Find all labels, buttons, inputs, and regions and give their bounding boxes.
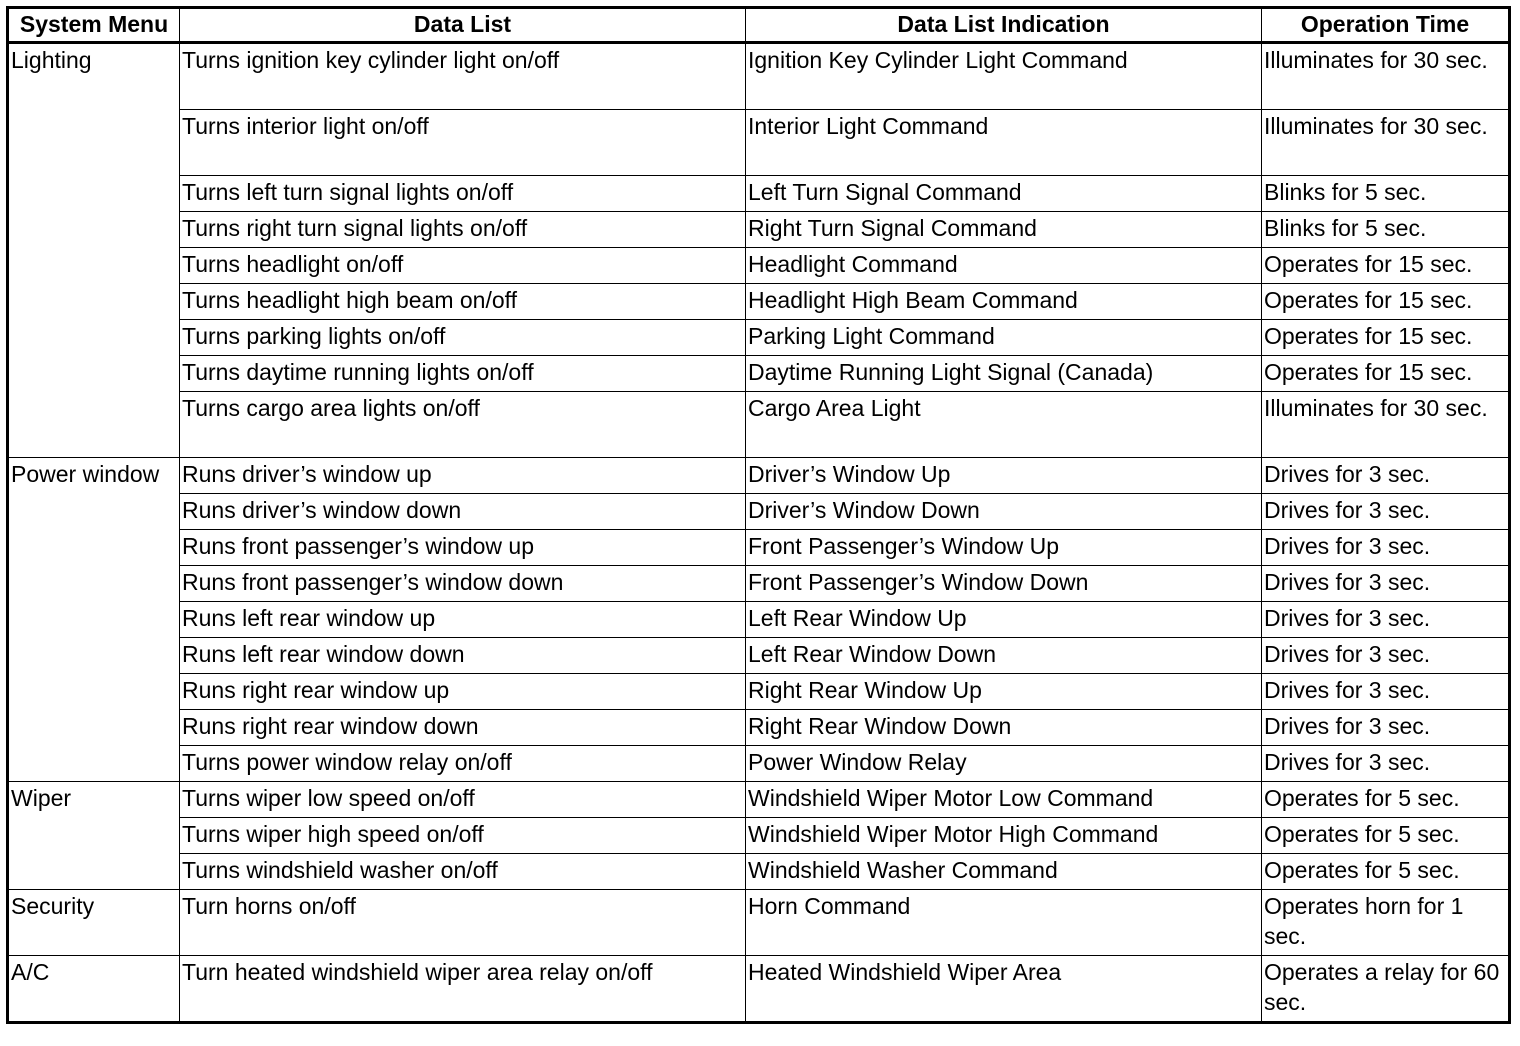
indication-cell: Heated Windshield Wiper Area bbox=[746, 956, 1262, 1023]
indication-cell: Cargo Area Light bbox=[746, 392, 1262, 458]
table-row bbox=[8, 956, 1510, 1023]
data-list-cell: Turns left turn signal lights on/off bbox=[180, 176, 746, 212]
indication-cell: Horn Command bbox=[746, 890, 1262, 956]
operation-time-cell: Drives for 3 sec. bbox=[1262, 602, 1510, 638]
data-list-cell: Turns parking lights on/off bbox=[180, 320, 746, 356]
table-row bbox=[8, 43, 1510, 110]
indication-cell: Right Turn Signal Command bbox=[746, 212, 1262, 248]
data-list-cell: Runs front passenger’s window up bbox=[180, 530, 746, 566]
operation-time-cell: Drives for 3 sec. bbox=[1262, 566, 1510, 602]
indication-cell: Windshield Washer Command bbox=[746, 854, 1262, 890]
system-menu-cell: Wiper bbox=[8, 782, 180, 890]
operation-time-cell: Operates horn for 1 sec. bbox=[1262, 890, 1510, 956]
data-list-cell: Turns headlight on/off bbox=[180, 248, 746, 284]
indication-cell: Left Rear Window Up bbox=[746, 602, 1262, 638]
data-list-cell: Turns daytime running lights on/off bbox=[180, 356, 746, 392]
operation-time-cell: Drives for 3 sec. bbox=[1262, 638, 1510, 674]
indication-cell: Headlight High Beam Command bbox=[746, 284, 1262, 320]
table-row bbox=[8, 854, 1510, 890]
table-row bbox=[8, 530, 1510, 566]
indication-cell: Ignition Key Cylinder Light Command bbox=[746, 43, 1262, 110]
data-list-cell: Runs driver’s window up bbox=[180, 458, 746, 494]
table-row bbox=[8, 818, 1510, 854]
table-row bbox=[8, 458, 1510, 494]
indication-cell: Right Rear Window Up bbox=[746, 674, 1262, 710]
table-row bbox=[8, 110, 1510, 176]
system-menu-cell: Power window bbox=[8, 458, 180, 782]
operation-time-cell: Illuminates for 30 sec. bbox=[1262, 43, 1510, 110]
indication-cell: Driver’s Window Down bbox=[746, 494, 1262, 530]
table-row bbox=[8, 566, 1510, 602]
header-operation-time: Operation Time bbox=[1262, 8, 1510, 43]
operation-time-cell: Illuminates for 30 sec. bbox=[1262, 110, 1510, 176]
table-row bbox=[8, 674, 1510, 710]
operation-time-cell: Drives for 3 sec. bbox=[1262, 494, 1510, 530]
indication-cell: Interior Light Command bbox=[746, 110, 1262, 176]
operation-time-cell: Drives for 3 sec. bbox=[1262, 746, 1510, 782]
table-row bbox=[8, 176, 1510, 212]
data-list-cell: Runs right rear window up bbox=[180, 674, 746, 710]
operation-time-cell: Operates for 5 sec. bbox=[1262, 782, 1510, 818]
data-list-cell: Runs right rear window down bbox=[180, 710, 746, 746]
table-row bbox=[8, 494, 1510, 530]
operation-time-cell: Operates for 15 sec. bbox=[1262, 356, 1510, 392]
table-row bbox=[8, 392, 1510, 458]
system-menu-cell: Security bbox=[8, 890, 180, 956]
system-menu-cell: A/C bbox=[8, 956, 180, 1023]
data-list-cell: Turns cargo area lights on/off bbox=[180, 392, 746, 458]
data-list-cell: Runs left rear window up bbox=[180, 602, 746, 638]
table-row bbox=[8, 356, 1510, 392]
data-list-cell: Turns right turn signal lights on/off bbox=[180, 212, 746, 248]
table-row bbox=[8, 602, 1510, 638]
data-list-cell: Turns power window relay on/off bbox=[180, 746, 746, 782]
table-row bbox=[8, 320, 1510, 356]
data-list-cell: Turns windshield washer on/off bbox=[180, 854, 746, 890]
operation-time-cell: Operates for 5 sec. bbox=[1262, 854, 1510, 890]
header-data-list: Data List bbox=[180, 8, 746, 43]
operation-time-cell: Drives for 3 sec. bbox=[1262, 458, 1510, 494]
indication-cell: Power Window Relay bbox=[746, 746, 1262, 782]
operation-time-cell: Drives for 3 sec. bbox=[1262, 674, 1510, 710]
operation-time-cell: Operates a relay for 60 sec. bbox=[1262, 956, 1510, 1023]
header-data-list-indication: Data List Indication bbox=[746, 8, 1262, 43]
header-system-menu: System Menu bbox=[8, 8, 180, 43]
indication-cell: Driver’s Window Up bbox=[746, 458, 1262, 494]
operation-time-cell: Drives for 3 sec. bbox=[1262, 530, 1510, 566]
system-menu-cell: Lighting bbox=[8, 43, 180, 458]
indication-cell: Parking Light Command bbox=[746, 320, 1262, 356]
table-row bbox=[8, 212, 1510, 248]
data-list-cell: Turns headlight high beam on/off bbox=[180, 284, 746, 320]
data-list-cell: Turns ignition key cylinder light on/off bbox=[180, 43, 746, 110]
indication-cell: Windshield Wiper Motor Low Command bbox=[746, 782, 1262, 818]
indication-cell: Front Passenger’s Window Down bbox=[746, 566, 1262, 602]
operation-time-cell: Operates for 15 sec. bbox=[1262, 248, 1510, 284]
table-row bbox=[8, 248, 1510, 284]
header-row bbox=[8, 8, 1510, 43]
data-list-table bbox=[6, 6, 1511, 1024]
operation-time-cell: Operates for 5 sec. bbox=[1262, 818, 1510, 854]
operation-time-cell: Blinks for 5 sec. bbox=[1262, 212, 1510, 248]
table-row bbox=[8, 710, 1510, 746]
data-list-cell: Turns interior light on/off bbox=[180, 110, 746, 176]
operation-time-cell: Operates for 15 sec. bbox=[1262, 284, 1510, 320]
table-row bbox=[8, 284, 1510, 320]
table-row bbox=[8, 638, 1510, 674]
data-list-cell: Turn horns on/off bbox=[180, 890, 746, 956]
data-list-cell: Turns wiper low speed on/off bbox=[180, 782, 746, 818]
indication-cell: Left Rear Window Down bbox=[746, 638, 1262, 674]
table-row bbox=[8, 890, 1510, 956]
data-list-cell: Turn heated windshield wiper area relay on/off bbox=[180, 956, 746, 1023]
indication-cell: Front Passenger’s Window Up bbox=[746, 530, 1262, 566]
data-list-cell: Runs front passenger’s window down bbox=[180, 566, 746, 602]
table-row bbox=[8, 746, 1510, 782]
indication-cell: Headlight Command bbox=[746, 248, 1262, 284]
data-list-cell: Runs left rear window down bbox=[180, 638, 746, 674]
table-row bbox=[8, 782, 1510, 818]
indication-cell: Daytime Running Light Signal (Canada) bbox=[746, 356, 1262, 392]
operation-time-cell: Blinks for 5 sec. bbox=[1262, 176, 1510, 212]
indication-cell: Right Rear Window Down bbox=[746, 710, 1262, 746]
indication-cell: Windshield Wiper Motor High Command bbox=[746, 818, 1262, 854]
data-list-cell: Runs driver’s window down bbox=[180, 494, 746, 530]
operation-time-cell: Illuminates for 30 sec. bbox=[1262, 392, 1510, 458]
operation-time-cell: Operates for 15 sec. bbox=[1262, 320, 1510, 356]
operation-time-cell: Drives for 3 sec. bbox=[1262, 710, 1510, 746]
data-list-cell: Turns wiper high speed on/off bbox=[180, 818, 746, 854]
indication-cell: Left Turn Signal Command bbox=[746, 176, 1262, 212]
